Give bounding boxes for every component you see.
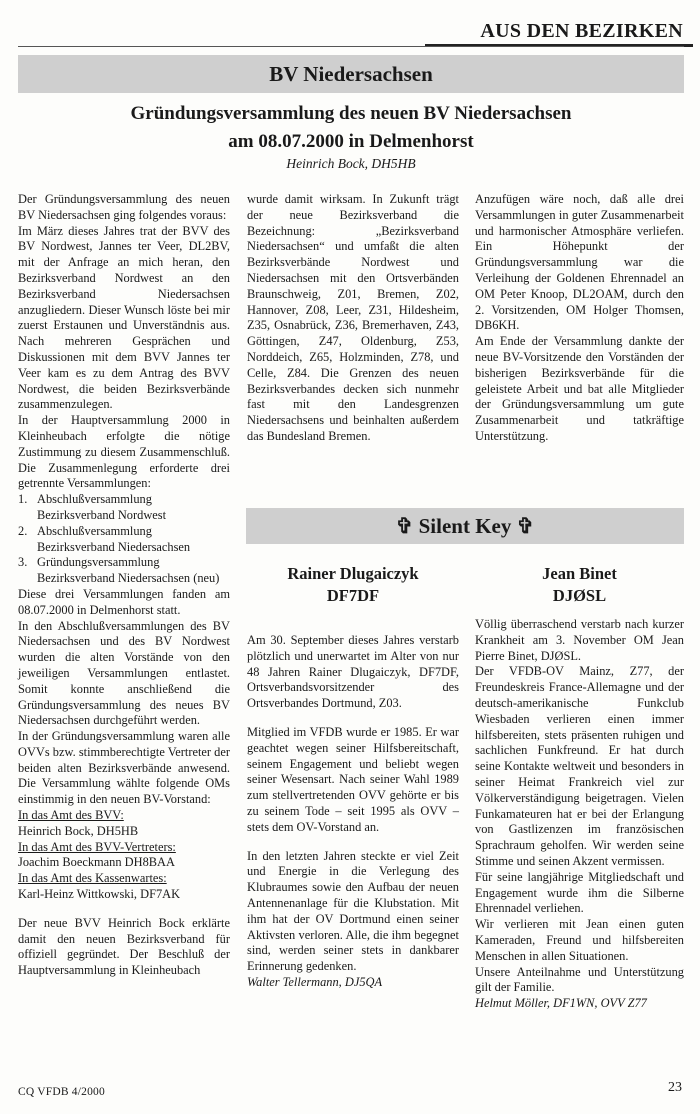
silent-key-title: Silent Key bbox=[418, 514, 512, 538]
paragraph: Völlig überraschend verstarb nach kurzer Krankheit am 3. November OM Jean Pierre Binet, DJØSL. bbox=[475, 617, 684, 663]
paragraph: In den letzten Jahren steckte er viel Zeit und Energie in die Verlegung des Klubraumes sowie den Aufbau der neuen Antennenanlage für die Klubstation. Mit ihm hat der OV Dortmund einen seiner Aktivsten verloren. Alle, die ihm begegnet sind, werden seiner stets in dankbarer Erinnerung gedenken. bbox=[247, 848, 459, 974]
article-byline: Heinrich Bock, DH5HB bbox=[286, 156, 416, 171]
page-number: 23 bbox=[668, 1080, 682, 1095]
silent-key-heading bbox=[396, 514, 534, 538]
paragraph: wurde damit wirksam. In Zukunft trägt der neue Bezirksverband die Bezeichnung: „Bezirksverband Niedersachsen“ und umfaßt die alten Bezirksverbände Nordwest und Niedersachsen mit den Ortsverbänden Braunschweig, Z01, Bremen, Z02, Hannover, Z08, Leer, Z31, Hildesheim, Z35, Osnabrück, Z36, Bremerhaven, Z43, Göttingen, Z47, Oldenburg, Z53, Norddeich, Z65, Holzminden, Z78, und Celle, Z84. Die Grenzen des neuen Bezirksverbandes decken sich nunmehr fast mit den Landesgrenzen Niedersachsens und beinhalten außerdem das Bundesland Bremen. bbox=[247, 192, 459, 443]
cross-icon: ✞ bbox=[395, 514, 414, 538]
article-title-line2: am 08.07.2000 in Delmenhorst bbox=[228, 131, 474, 152]
paragraph: Am Ende der Versammlung dankte der neue BV-Vorsitzende den Vorständen der bisherigen Bezirksverbände für die geleistete Arbeit und bat alle Mitglieder der Gründungsversammlung um gute Zusammenarbeit und tatkräftige Unterstützung. bbox=[475, 334, 684, 443]
article-title bbox=[18, 100, 684, 156]
obituary-1-name: Rainer Dlugaiczyk bbox=[287, 564, 419, 583]
obituary-2-text bbox=[475, 617, 684, 1012]
region-banner-title: BV Niedersachsen bbox=[269, 62, 433, 86]
obituary-2-name: Jean Binet bbox=[542, 564, 617, 583]
role-label: In das Amt des Kassenwartes: bbox=[18, 871, 167, 886]
article-column-3 bbox=[475, 192, 684, 445]
role-label: In das Amt des BVV: bbox=[18, 808, 124, 823]
paragraph: Wir verlieren mit Jean einen guten Kameraden, Freund und hilfsbereiten Menschen in allen Situationen. bbox=[475, 917, 684, 963]
role-name: Joachim Boeckmann DH8BAA bbox=[18, 855, 175, 870]
footer-issue: CQ VFDB 4/2000 bbox=[18, 1086, 105, 1098]
paragraph: In der Hauptversammlung 2000 in Kleinheubach erfolgte die nötige Zustimmung zu diesem Zusammenschluß. Die Zusammenlegung erforderte drei getrennte Versammlungen: bbox=[18, 413, 230, 491]
paragraph: Anzufügen wäre noch, daß alle drei Versammlungen in guter Zusammenarbeit und harmonischer Atmosphäre verliefen. Ein Höhepunkt der Gründungsversammlung war die Verleihung der Goldenen Ehrennadel an OM Peter Knoop, DL2OAM, durch den 2. Vorsitzenden, OM Holger Thomsen, DB6KH. bbox=[475, 192, 684, 333]
cross-icon: ✞ bbox=[516, 514, 535, 538]
obituary-1-text bbox=[247, 633, 459, 991]
article-title-line1: Gründungsversammlung des neuen BV Niedersachsen bbox=[130, 103, 572, 124]
paragraph: Am 30. September dieses Jahres verstarb plötzlich und unerwartet im Alter von nur 48 Jahren Rainer Dlugaiczyk, DF7DF, Ortsverbandsvorsitzender des Ortsverbandes Dortmund, Z03. bbox=[247, 633, 459, 711]
paragraph: Für seine langjährige Mitgliedschaft und Engagement wurde ihm die Silberne Ehrennadel verliehen. bbox=[475, 869, 684, 916]
obituary-1-callsign: DF7DF bbox=[326, 586, 380, 605]
role-label: In das Amt des BVV-Vertreters: bbox=[18, 839, 176, 854]
paragraph: Mitglied im VFDB wurde er 1985. Er war geachtet wegen seiner Hilfsbereitschaft, seinem Engagement und beliebt wegen seiner Wesensart. Nach seiner Wahl 1989 zum stellvertretenden OVV gehörte er bis zu seinem Tode – seit 1995 als OVV – stets dem OV-Vorstand an. bbox=[247, 724, 459, 834]
paragraph: In den Abschlußversammlungen des BV Niedersachsen und des BV Nordwest wurden die alten Vorstände von den jeweiligen Versammlungen entlastet. Somit konnte anschließend die Gründungsversammlung des neues BV Niedersachsen durchgeführt werden. bbox=[18, 618, 230, 728]
role-name: Heinrich Bock, DH5HB bbox=[18, 823, 139, 838]
obituary-2-signature: Helmut Möller, DF1WN, OVV Z77 bbox=[475, 996, 647, 1011]
article-column-1 bbox=[18, 192, 230, 979]
header-rule bbox=[18, 46, 684, 47]
region-banner bbox=[18, 55, 684, 93]
section-header-label: AUS DEN BEZIRKEN bbox=[480, 20, 683, 42]
list-item: 1. Abschlußversammlung Bezirksverband Nordwest bbox=[18, 492, 167, 522]
role-name: Karl-Heinz Wittkowski, DF7AK bbox=[18, 887, 181, 902]
meetings-list bbox=[18, 492, 230, 587]
list-item: 2. Abschlußversammlung Bezirksverband Niedersachsen bbox=[18, 523, 191, 554]
paragraph: Der neue BVV Heinrich Bock erklärte damit den neuen Bezirksverband für offiziell gegründet. Der Beschluß der Hauptversammlung in Kleinheubach bbox=[18, 915, 230, 978]
paragraph: In der Gründungsversammlung waren alle OVVs bzw. stimmberechtigte Vertreter der beiden alten Bezirksverbände anwesend. Die Versammlung wählte folgende OMs einstimmig in den neuen BV-Vorstand: bbox=[18, 729, 230, 807]
paragraph: Diese drei Versammlungen fanden am 08.07.2000 in Delmenhorst statt. bbox=[18, 586, 230, 617]
paragraph: Im März dieses Jahres trat der BVV des BV Nordwest, Jannes ter Veer, DL2BV, mit der Anfrage an mich heran, den Bezirksverband Nordwest an den Bezirksverband Niedersachsen anzugliedern. Dieser Wunsch löste bei mir zuerst Erstaunen und Unverständnis aus. Nach mehreren Gesprächen und Diskussionen mit dem BVV Jannes ter Veer kam es zu dem Antrag des BVV Nordwest, die beiden Bezirksverbände zusammenzulegen. bbox=[18, 223, 230, 412]
paragraph: Unsere Anteilnahme und Unterstützung gilt der Familie. bbox=[475, 964, 684, 995]
list-item: 3. Gründungsversammlung Bezirksverband Niedersachsen (neu) bbox=[18, 555, 220, 586]
paragraph: Der VFDB-OV Mainz, Z77, der Freundeskreis France-Allemagne und der deutsch-amerikanische Funkclub Wiesbaden verlieren einen immer hilfsbereiten, stets präsenten ruhigen und sachlichen Funkfreund. Er hat durch seine Kontakte weltweit und besonders in seiner Heimat Frankreich viel zur Völkerverständigung beigetragen. Vielen Funkamateuren hat er bei der Erlangung von Gastlizenzen im französischen Sprachraum geholfen. Wir werden seine Stimme und seinen Akzent vermissen. bbox=[475, 664, 684, 868]
obituary-1-signature: Walter Tellermann, DJ5QA bbox=[247, 974, 383, 989]
obituary-2-heading bbox=[475, 563, 684, 607]
silent-key-banner bbox=[246, 508, 684, 544]
obituary-1-heading bbox=[247, 563, 459, 607]
article-column-2 bbox=[247, 192, 459, 445]
section-header bbox=[425, 14, 693, 47]
paragraph: Der Gründungsversammlung des neuen BV Niedersachsen ging folgendes voraus: bbox=[18, 192, 230, 222]
obituary-2-callsign: DJØSL bbox=[552, 586, 607, 605]
